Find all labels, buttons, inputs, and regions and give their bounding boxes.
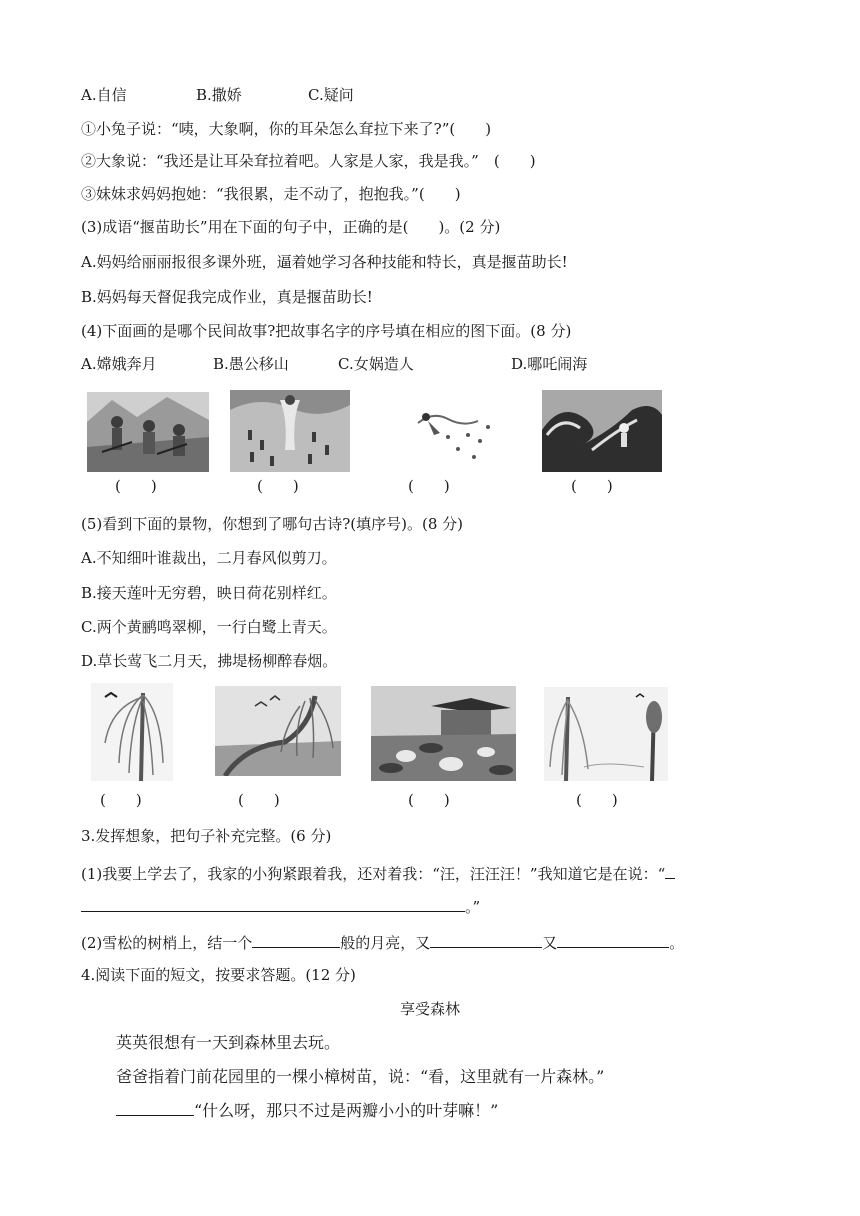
q3-sentence-1 [81,862,675,885]
passage-blank[interactable] [116,1099,194,1116]
mountain-moving-illustration [87,392,209,472]
passage-paragraph-2: 爸爸指着门前花园里的一棵小樟树苗，说：“看，这里就有一片森林。” [116,1067,605,1086]
option-c: C.疑问 [308,86,354,104]
folktale-answer-3[interactable]: ( ) [408,477,450,495]
q3-sentence-2 [81,931,684,954]
q3-sentence-2-part-b: 般的月亮，又 [340,934,431,952]
option-b: B.撒娇 [196,86,242,104]
passage-paragraph-3-text: “什么呀，那只不过是两瓣小小的叶芽嘛！” [194,1101,499,1120]
willow-swallow-illustration [91,683,173,781]
change-flying-illustration [408,401,510,469]
q3-sentence-1-end: 。” [465,898,481,916]
poem-question: (5)看到下面的景物，你想到了哪句古诗?(填序号)。(8 分) [81,515,464,533]
passage-paragraph-1: 英英很想有一天到森林里去玩。 [116,1033,341,1052]
passage-paragraph-3 [116,1099,498,1122]
tone-item-2: ②大象说：“我还是让耳朵耷拉着吧。人家是人家，我是我。” ( ) [81,152,536,170]
q3-sentence-1-text: (1)我要上学去了，我家的小狗紧跟着我，还对着我：“汪，汪汪汪！”我知道它是在说：“ [81,865,666,883]
poem-answer-1[interactable]: ( ) [100,791,142,809]
scenery-picture-1 [91,683,173,781]
idiom-question: (3)成语“揠苗助长”用在下面的句子中，正确的是( )。(2 分) [81,218,501,236]
q3-sentence-1-cont [81,895,480,918]
q3-sentence-2-blank-2[interactable] [430,931,542,948]
folktale-option-b: B.愚公移山 [213,355,289,373]
folktale-answer-4[interactable]: ( ) [571,477,613,495]
idiom-option-a: A.妈妈给丽丽报很多课外班，逼着她学习各种技能和特长，真是揠苗助长! [81,253,568,271]
tone-item-3: ③妹妹求妈妈抱她：“我很累，走不动了，抱抱我。”( ) [81,185,461,203]
scenery-picture-2 [215,686,341,776]
scenery-picture-4 [544,687,668,781]
folktale-picture-3 [408,401,510,469]
q3-sentence-1-blank-start[interactable] [665,862,675,879]
q3-sentence-2-end: 。 [669,934,685,952]
folktale-picture-4 [542,390,662,472]
orioles-willow-illustration [215,686,341,776]
folktale-answer-2[interactable]: ( ) [257,477,299,495]
folktale-option-c: C.女娲造人 [338,355,414,373]
lotus-pavilion-illustration [371,686,516,781]
folktale-option-d: D.哪吒闹海 [511,355,588,373]
poem-answer-4[interactable]: ( ) [576,791,618,809]
folktale-picture-1 [87,392,209,472]
option-a: A.自信 [81,86,127,104]
q3-sentence-2-blank-1[interactable] [252,931,340,948]
folktale-answer-1[interactable]: ( ) [115,477,157,495]
poem-option-d: D.草长莺飞二月天，拂堤杨柳醉春烟。 [81,652,338,670]
willow-riverbank-illustration [544,687,668,781]
passage-title: 享受森林 [399,1000,460,1018]
nezha-sea-illustration [542,390,662,472]
poem-answer-3[interactable]: ( ) [408,791,450,809]
scenery-picture-3 [371,686,516,781]
poem-option-b: B.接天莲叶无穷碧，映日荷花别样红。 [81,584,337,602]
q3-sentence-1-blank[interactable] [81,895,465,912]
folktale-picture-2 [230,390,350,472]
nuwa-illustration [230,390,350,472]
q4-heading: 4.阅读下面的短文，按要求答题。(12 分) [81,966,356,984]
poem-option-c: C.两个黄鹂鸣翠柳，一行白鹭上青天。 [81,618,337,636]
q3-sentence-2-part-c: 又 [542,934,558,952]
poem-answer-2[interactable]: ( ) [238,791,280,809]
tone-item-1: ①小兔子说：“咦，大象啊，你的耳朵怎么耷拉下来了?”( ) [81,120,492,138]
poem-option-a: A.不知细叶谁裁出，二月春风似剪刀。 [81,549,337,567]
folktale-option-a: A.嫦娥奔月 [81,355,157,373]
q3-heading: 3.发挥想象，把句子补充完整。(6 分) [81,827,332,845]
idiom-option-b: B.妈妈每天督促我完成作业，真是揠苗助长! [81,288,373,306]
folktale-question: (4)下面画的是哪个民间故事?把故事名字的序号填在相应的图下面。(8 分) [81,322,572,340]
q3-sentence-2-part-a: (2)雪松的树梢上，结一个 [81,934,253,952]
q3-sentence-2-blank-3[interactable] [557,931,669,948]
